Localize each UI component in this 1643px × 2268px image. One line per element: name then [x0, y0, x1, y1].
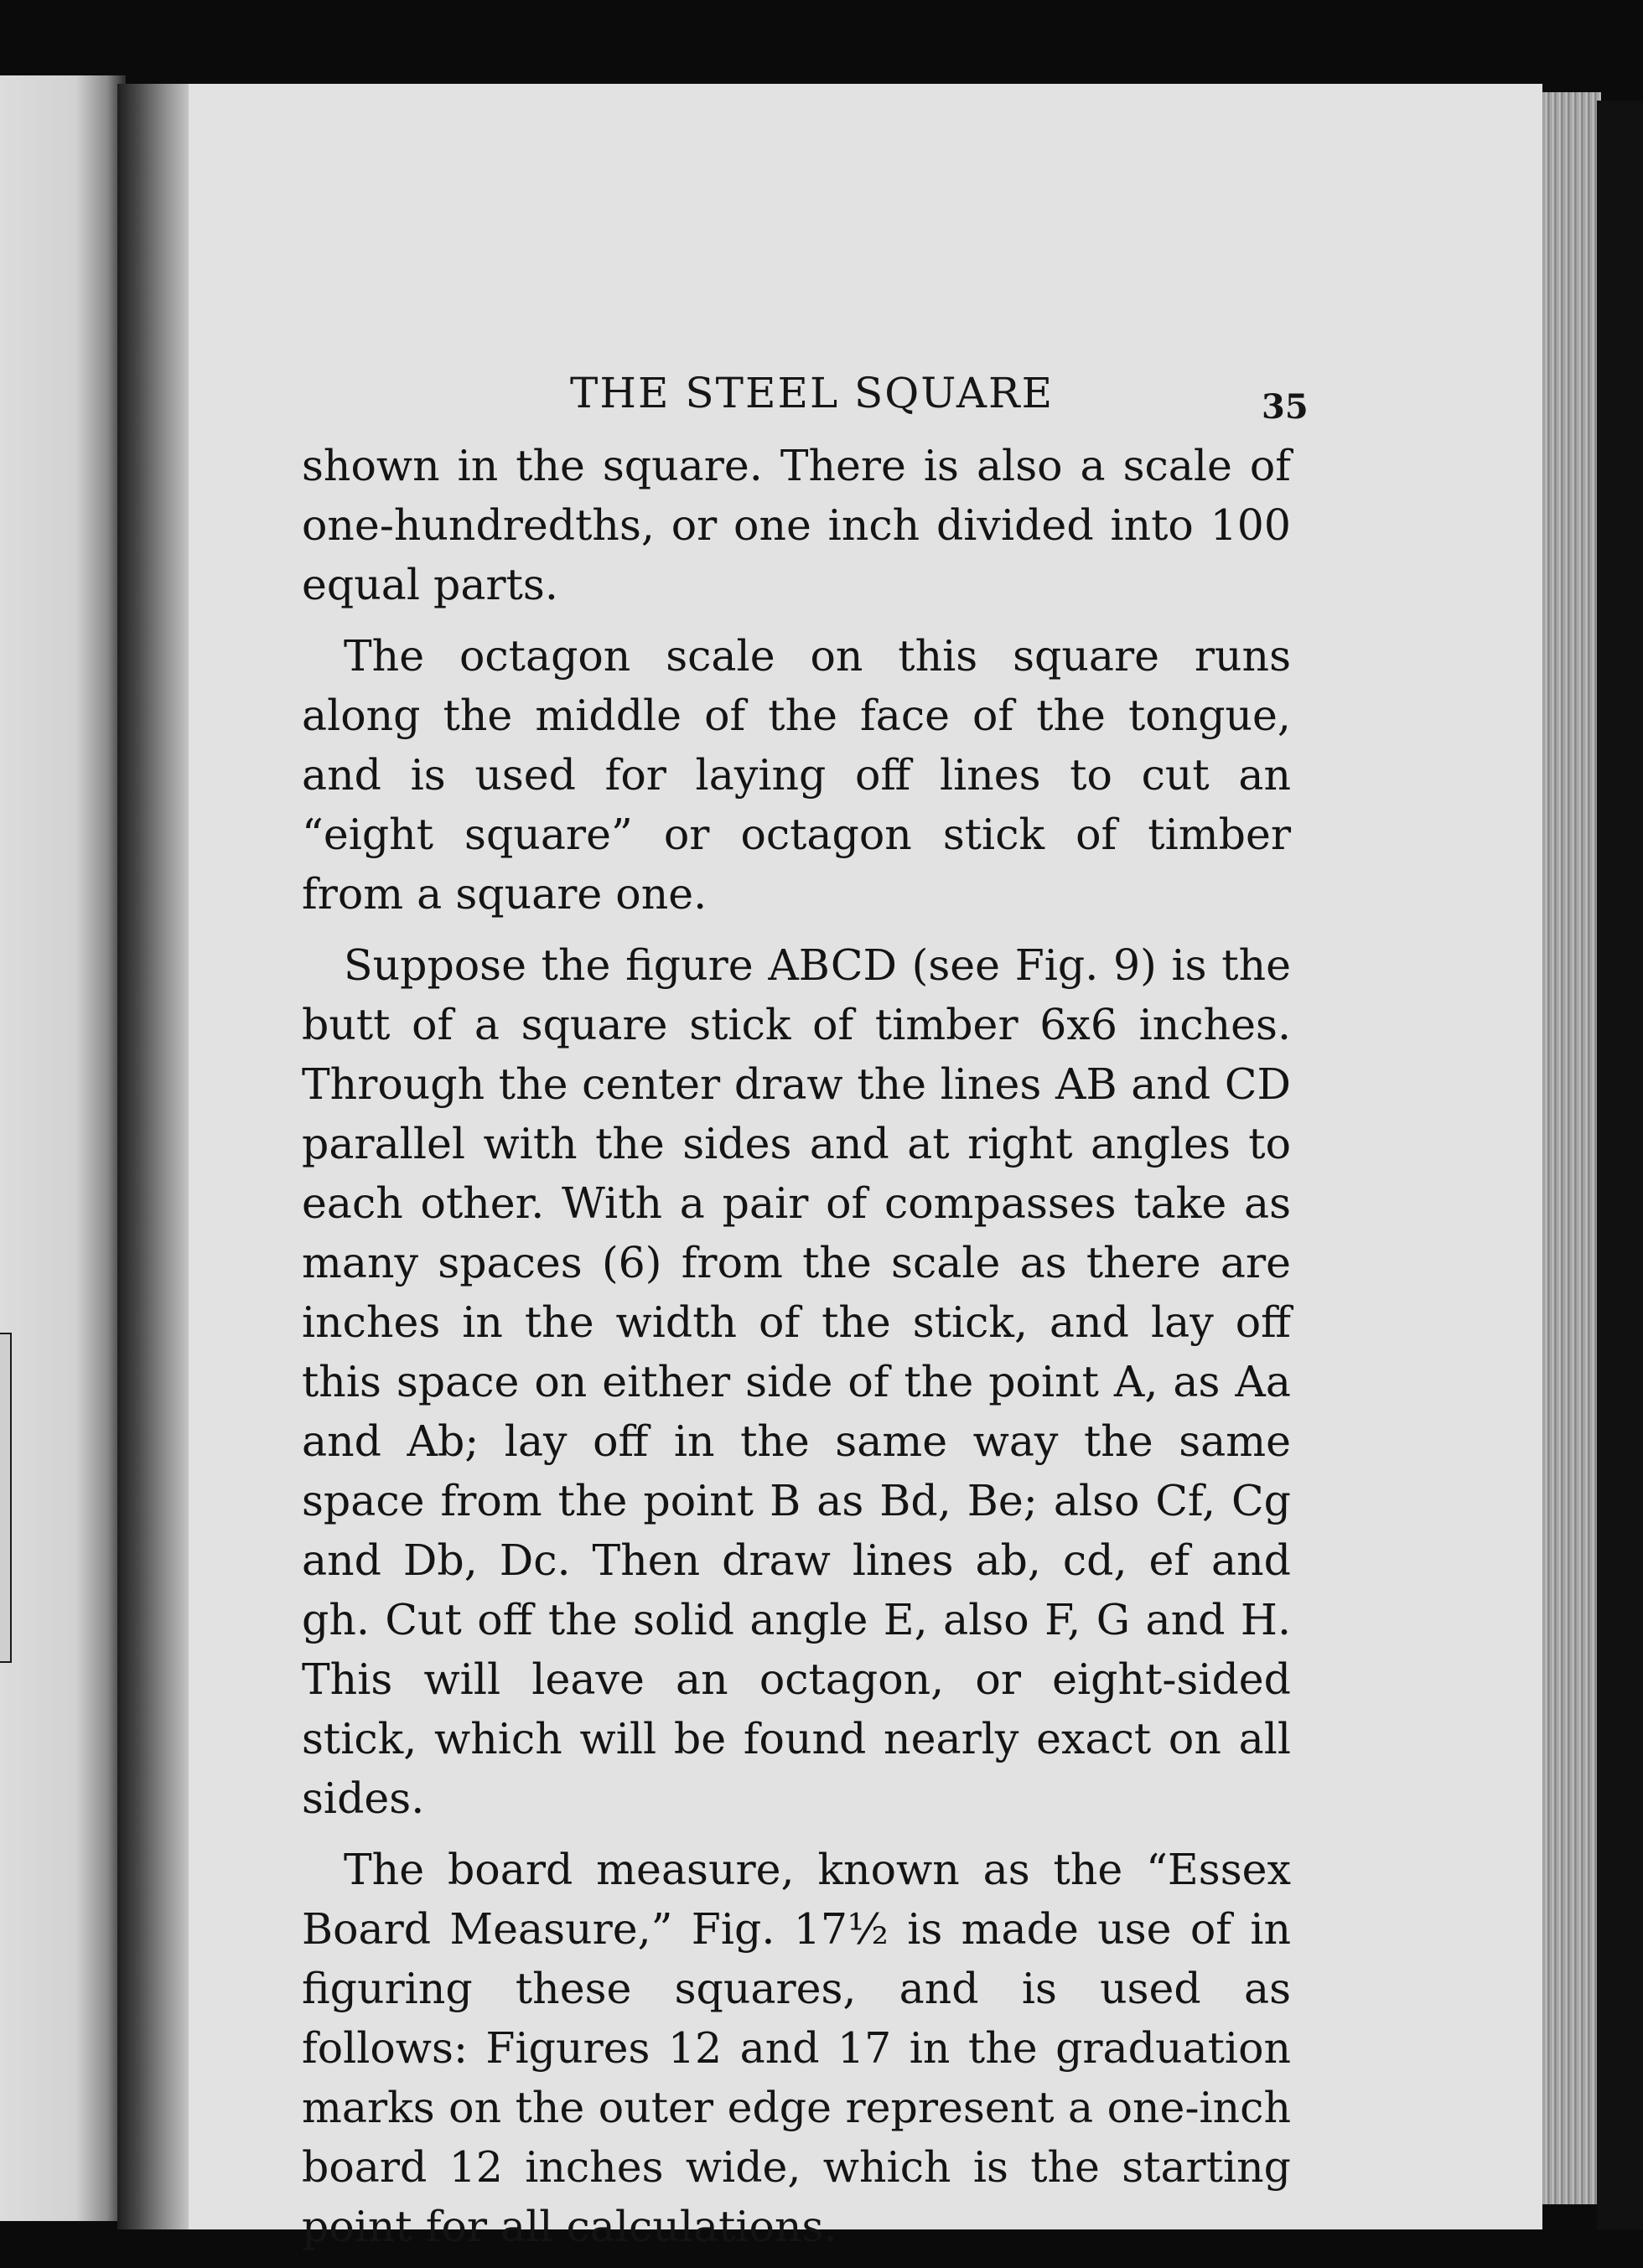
facing-page-rule — [0, 1333, 12, 1663]
paragraph: The board measure, known as the “Essex Board Measure,” Fig. 17½ is made use of in figuring these squares, and is used as follows: Figures 12 and 17 in the graduation marks on the outer edge represent a one-inch board 12 inches wide, which is the starting point for all calculations. — [302, 1845, 1291, 2251]
book-page — [189, 84, 1542, 2251]
body-text — [302, 436, 1291, 2268]
facing-page — [0, 75, 126, 2221]
background-edge — [1597, 101, 1643, 2229]
page-header — [189, 369, 1542, 427]
paragraph: The octagon scale on this square runs along the middle of the face of the tongue, and is used for laying off lines to cut an “eight square” or octagon stick of timber from a square one. — [302, 631, 1291, 919]
running-title: THE STEEL SQUARE — [570, 369, 1055, 417]
paragraph: Suppose the figure ABCD (see Fig. 9) is the butt of a square stick of timber 6x6 inches. Through the center draw the lines AB and CD parallel with the sides and at right angles to each other. With a pair of compasses take as many spaces (6) from the scale as there are inches in the width of the stick, and lay off this space on either side of the point A, as Aa and Ab; lay off in the same way the same space from the point B as Bd, Be; also Cf, Cg and Db, Dc. Then draw lines ab, cd, ef and gh. Cut off the solid angle E, also F, G and H. This will leave an octagon, or eight-sided stick, which will be found nearly exact on all sides. — [302, 940, 1291, 1823]
page-number: 35 — [1262, 387, 1309, 427]
paragraph: shown in the square. There is also a scale of one-hundredths, or one inch divided into 100 equal parts. — [302, 441, 1291, 609]
